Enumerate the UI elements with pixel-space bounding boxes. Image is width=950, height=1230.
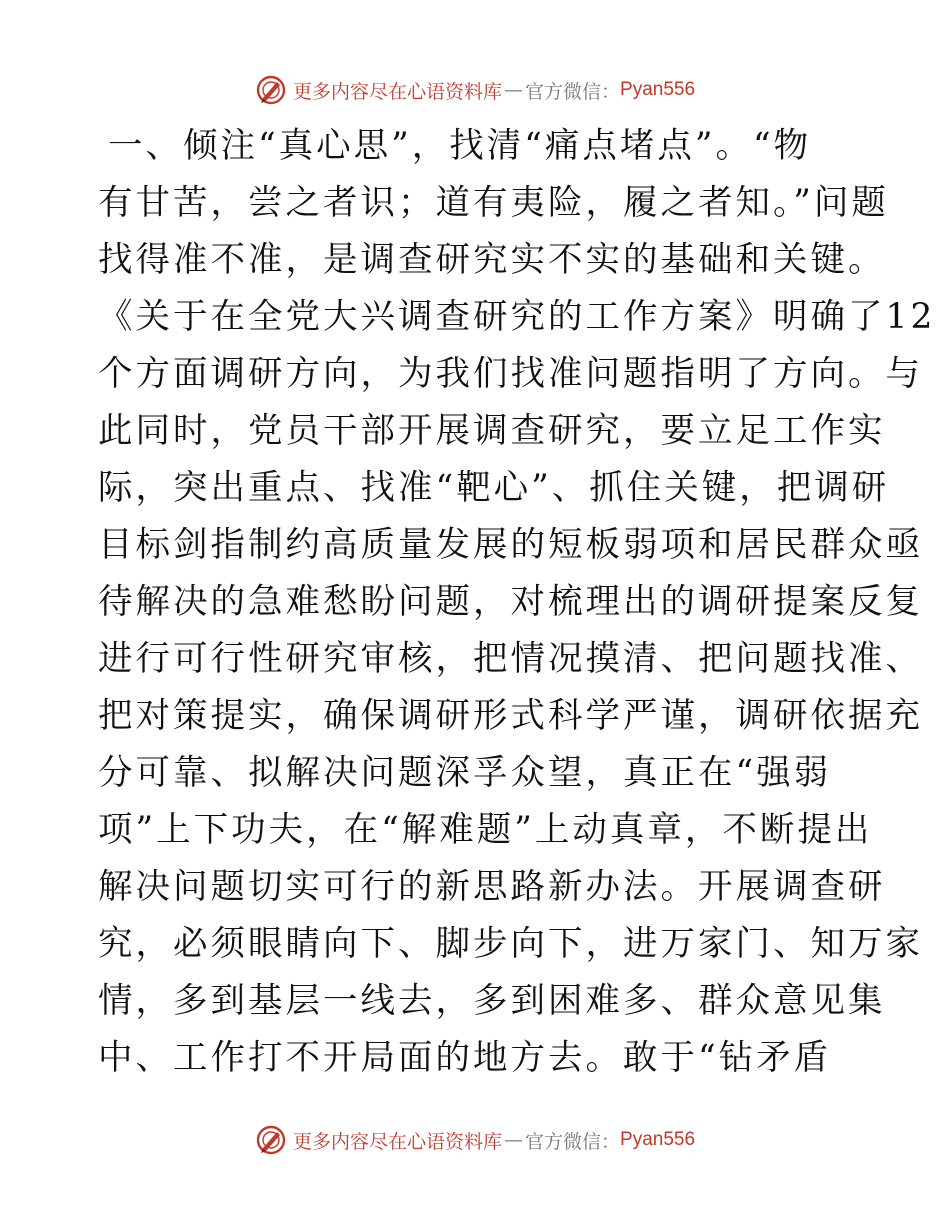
footer-site-label: 更多内容尽在心语资料库 <box>292 1130 502 1153</box>
body-line: 有甘苦，尝之者识；道有夷险，履之者知。”问题 <box>98 183 889 223</box>
body-line: 情，多到基层一线去，多到困难多、群众意见集 <box>98 981 886 1021</box>
body-line: 究，必须眼睛向下、脚步向下，进万家门、知万家 <box>98 924 923 964</box>
body-line: 个方面调研方向，为我们找准问题指明了方向。与 <box>98 354 923 394</box>
body-line: 分可靠、拟解决问题深孚众望，真正在“强弱 <box>98 753 832 793</box>
footer-wechat-label: 官方微信 <box>524 1130 601 1153</box>
body-line: 项”上下功夫，在“解难题”上动真章，不断提出 <box>98 810 873 850</box>
header-banner <box>0 70 950 110</box>
body-line: 《关于在全党大兴调查研究的工作方案》明确了12 <box>98 297 936 337</box>
body-line: 一、倾注“真心思”，找清“痛点堵点”。“物 <box>108 126 812 166</box>
header-wechat-label: 官方微信 <box>524 80 601 103</box>
footer-banner <box>0 1120 950 1160</box>
body-line: 此同时，党员干部开展调查研究，要立足工作实 <box>98 411 886 451</box>
footer-dash: — <box>503 1129 523 1151</box>
body-line: 待解决的急难愁盼问题，对梳理出的调研提案反复 <box>98 582 923 622</box>
body-line: 目标剑指制约高质量发展的短板弱项和居民群众亟 <box>98 525 923 565</box>
document-body <box>98 118 936 1087</box>
footer-colon: ： <box>601 1130 621 1153</box>
pen-circle-logo-icon <box>255 74 287 106</box>
body-line: 际，突出重点、找准“靶心”、抓住关键，把调研 <box>98 468 890 508</box>
header-wechat-handle: Pyan556 <box>620 79 696 100</box>
body-line: 解决问题切实可行的新思路新办法。开展调查研 <box>98 867 886 907</box>
body-line: 把对策提实，确保调研形式科学严谨，调研依据充 <box>98 696 923 736</box>
body-line: 中、工作打不开局面的地方去。敢于“钻矛盾 <box>98 1038 832 1078</box>
footer-wechat-handle: Pyan556 <box>620 1129 696 1150</box>
body-line: 进行可行性研究审核，把情况摸清、把问题找准、 <box>98 639 923 679</box>
header-colon: ： <box>601 80 621 103</box>
pen-circle-logo-icon <box>255 1124 287 1156</box>
body-line: 找得准不准，是调查研究实不实的基础和关键。 <box>98 240 886 280</box>
header-site-label: 更多内容尽在心语资料库 <box>292 80 502 103</box>
header-dash: — <box>503 79 523 101</box>
